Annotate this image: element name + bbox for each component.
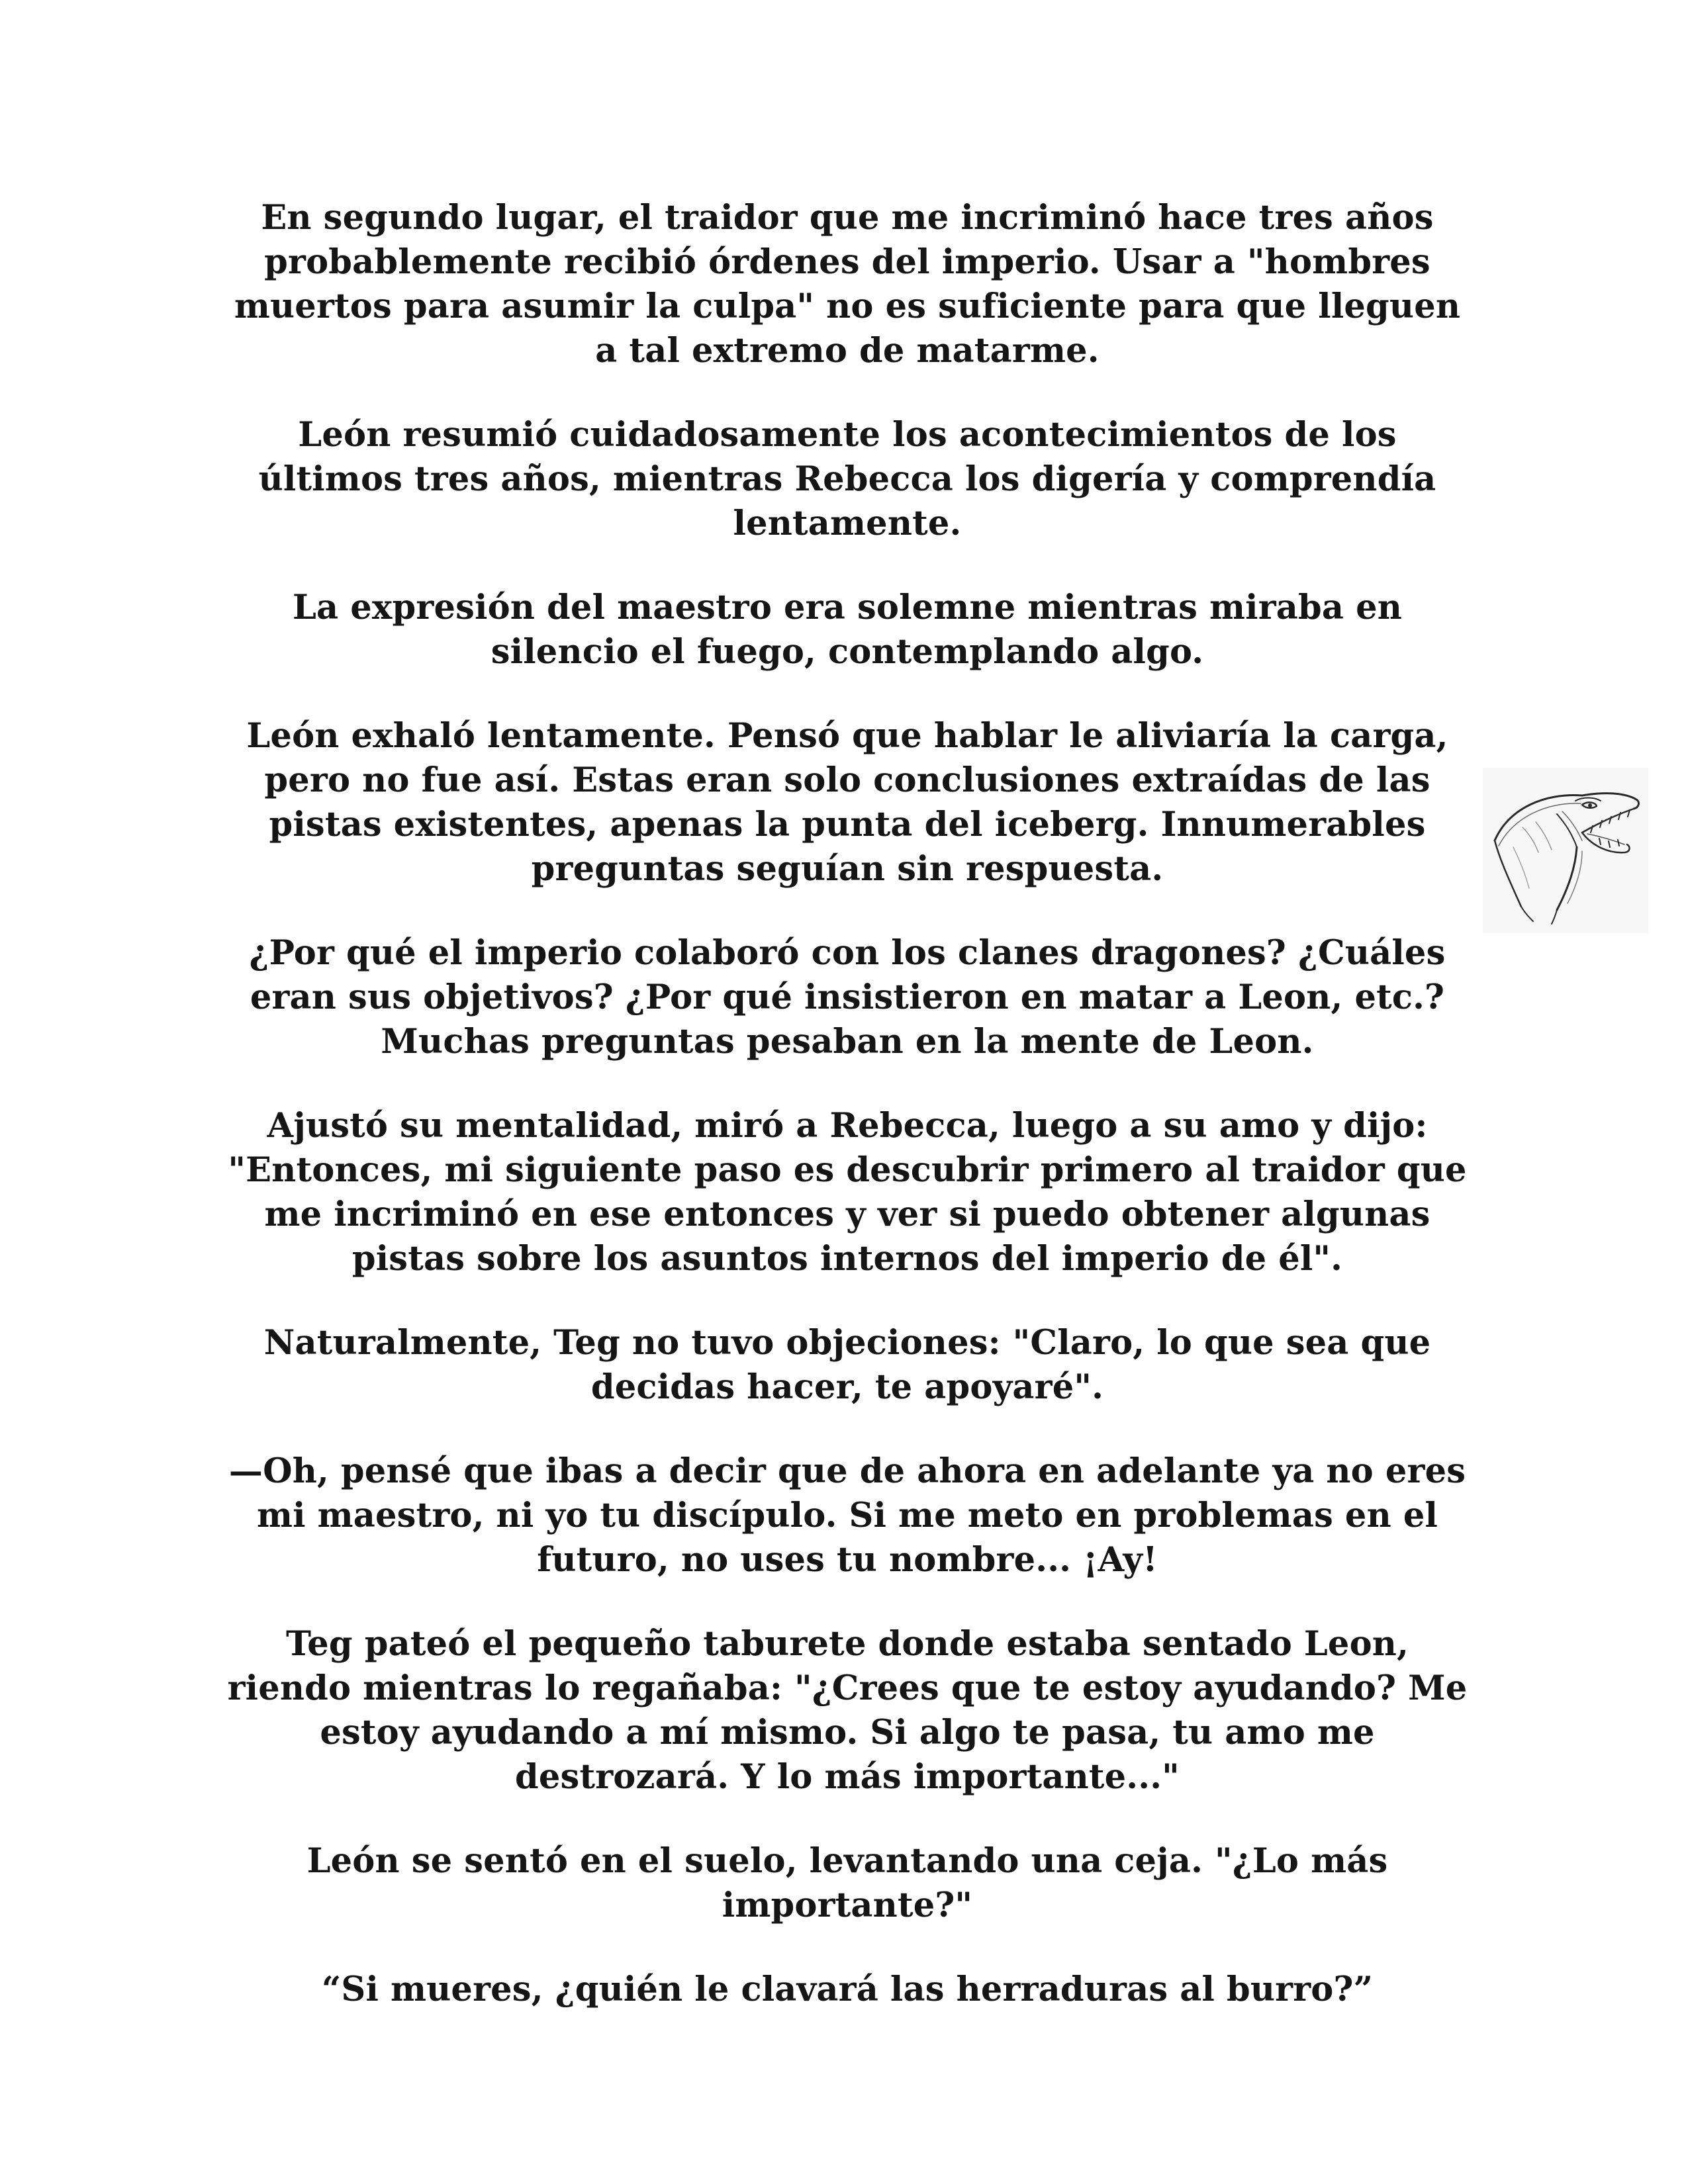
paragraph-6: Ajustó su mentalidad, miró a Rebecca, luego a su amo y dijo: "Entonces, mi siguiente paso es descubrir primero al traidor que me incriminó en ese entonces y ver si puedo obtener algunas pistas sobre los asuntos internos del imperio de él". (228, 1106, 1467, 1279)
paragraph-9: Teg pateó el pequeño taburete donde estaba sentado Leon, riendo mientras lo regañaba: "¿Crees que te estoy ayudando? Me estoy ayudando a mí mismo. Si algo te pasa, tu amo me destrozará. Y lo más importante..." (227, 1624, 1468, 1797)
paragraph-7: Naturalmente, Teg no tuvo objeciones: "Claro, lo que sea que decidas hacer, te apoyaré". (263, 1323, 1431, 1407)
paragraph-5: ¿Por qué el imperio colaboró con los clanes dragones? ¿Cuáles eran sus objetivos? ¿Por qué insistieron en matar a Leon, etc.? Muchas preguntas pesaban en la mente de Leon. (249, 933, 1446, 1062)
paragraph-10: León se sentó en el suelo, levantando una ceja. "¿Lo más importante?" (306, 1841, 1388, 1925)
paragraph-11: “Si mueres, ¿quién le clavará las herraduras al burro?” (321, 1970, 1374, 2009)
paragraph-2: León resumió cuidadosamente los acontecimientos de los últimos tres años, mientras Rebecca los digería y comprendía lentamente. (258, 415, 1436, 543)
paragraph-4: León exhaló lentamente. Pensó que hablar le aliviaría la carga, pero no fue así. Estas eran solo conclusiones extraídas de las pistas existentes, apenas la punta del iceberg. Innumerables preguntas seguían sin respuesta. (246, 716, 1448, 889)
story-text (225, 196, 1470, 2052)
paragraph-1: En segundo lugar, el traidor que me incriminó hace tres años probablemente recibió órdenes del imperio. Usar a "hombres muertos para asumir la culpa" no es suficiente para que lleguen a tal extremo de matarme. (234, 198, 1461, 371)
paragraph-3: La expresión del maestro era solemne mientras miraba en silencio el fuego, contemplando algo. (293, 588, 1402, 672)
paragraph-8: —Oh, pensé que ibas a decir que de ahora en adelante ya no eres mi maestro, ni yo tu discípulo. Si me meto en problemas en el futuro, no uses tu nombre... ¡Ay! (228, 1451, 1466, 1580)
dinosaur-head-sketch-icon (1483, 768, 1648, 933)
